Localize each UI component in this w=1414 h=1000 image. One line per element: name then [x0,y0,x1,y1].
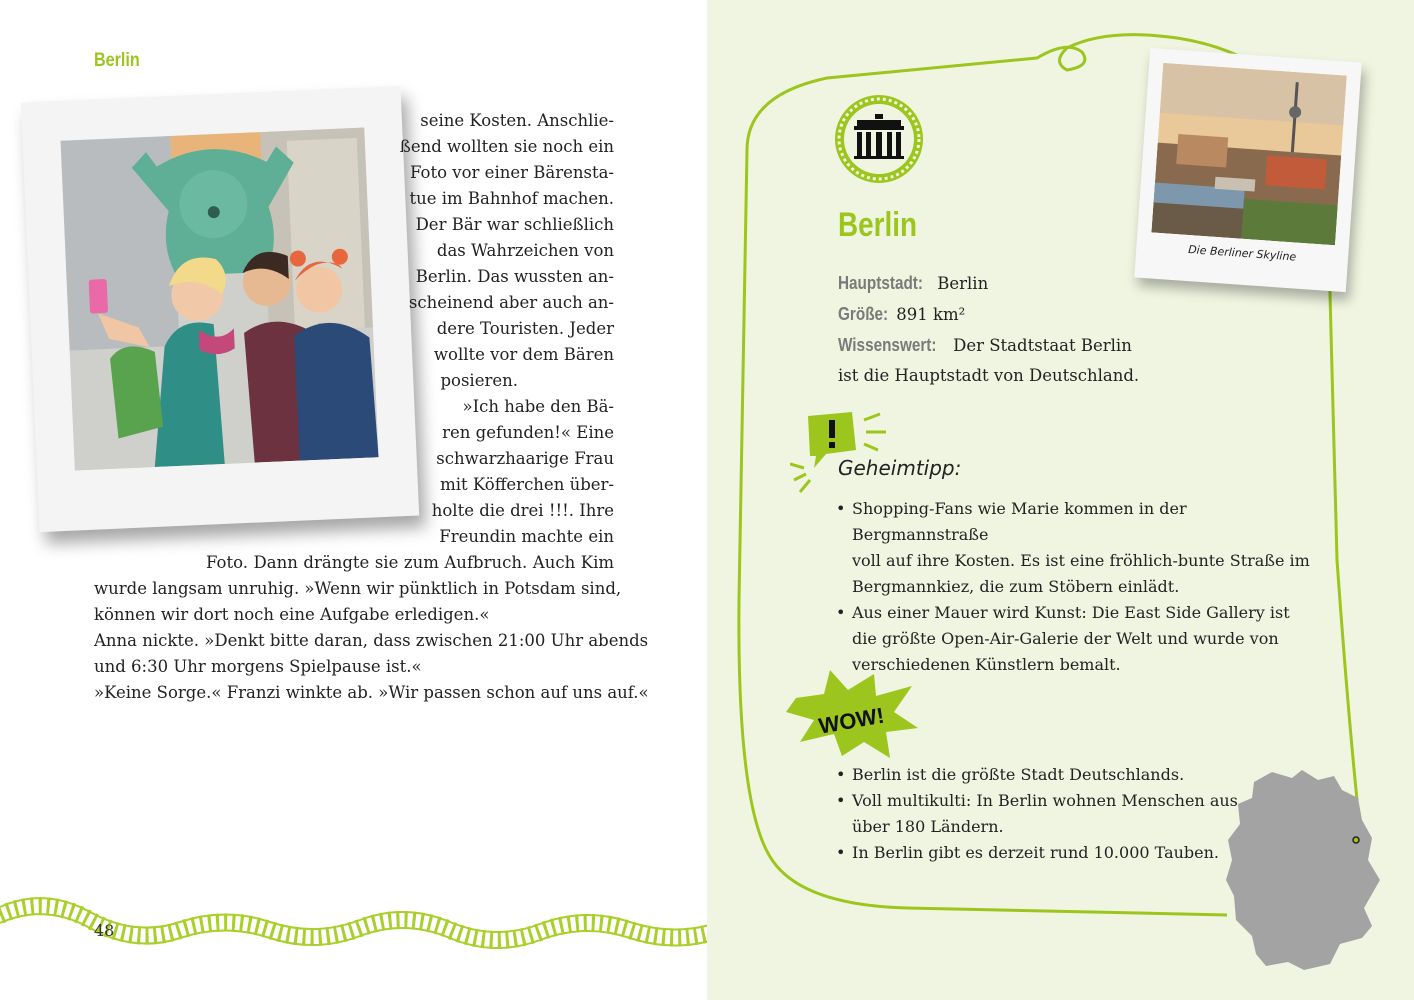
fact-label: Hauptstadt: [838,273,923,293]
wow-burst-icon [786,668,922,760]
list-line: voll auf ihre Kosten. Es ist eine fröhlich-bunte Straße im [852,551,1310,570]
list-line: • Berlin ist die größte Stadt Deutschlands. [852,765,1185,784]
list-line: • Aus einer Mauer wird Kunst: Die East Side Gallery ist [852,603,1290,622]
story-line: ßend wollten sie noch ein [399,137,614,156]
list-line: • Voll multikulti: In Berlin wohnen Menschen aus [852,791,1238,810]
story-line: und 6:30 Uhr morgens Spielpause ist.« [94,657,422,676]
fact-size [838,299,1158,330]
fact-value: Berlin [937,274,989,293]
story-line: seine Kosten. Anschlie- [420,111,614,130]
story-line: ren gefunden!« Eine [442,423,614,442]
secret-tip-heading: Geheimtipp: [838,456,962,480]
city-facts [838,268,1158,391]
list-line: • Shopping-Fans wie Marie kommen in der Bergmannstraße [852,499,1187,544]
story-text [94,108,649,706]
fact-label: Wissenswert: [838,335,937,355]
story-line: Anna nickte. »Denkt bitte daran, dass zwischen 21:00 Uhr abends [94,631,649,650]
story-line: holte die drei !!!. Ihre [431,501,614,520]
secret-tip-list [836,496,1316,678]
page-number: 48 [94,921,115,940]
germany-map-icon [1222,768,1392,978]
fact-info-continued: ist die Hauptstadt von Deutschland. [838,366,1140,385]
story-line: tue im Bahnhof machen. [409,189,614,208]
story-line: Freundin machte ein [439,527,614,546]
wow-label: WOW! [816,702,887,739]
story-line: Foto vor einer Bärensta- [410,163,614,182]
story-line: Berlin. Das wussten an- [415,267,614,286]
story-line: können wir dort noch eine Aufgabe erledigen.« [94,605,490,624]
story-line: scheinend aber auch an- [408,293,614,312]
city-title: Berlin [838,206,918,244]
story-line: mit Köfferchen über- [440,475,614,494]
story-line: wurde langsam unruhig. »Wenn wir pünktlich in Potsdam sind, [94,579,622,598]
list-line: verschiedenen Künstlern bemalt. [852,655,1121,674]
fact-value: Der Stadtstaat Berlin [953,336,1132,355]
list-line: Bergmannkiez, die zum Stöbern einlädt. [852,577,1180,596]
fact-label: Größe: [838,304,889,324]
story-line: das Wahrzeichen von [436,241,614,260]
list-line: die größte Open-Air-Galerie der Welt und wurde von [852,629,1279,648]
berlin-skyline-photo [1151,63,1346,245]
story-line: »Ich habe den Bä- [462,397,614,416]
photo-caption: Die Berliner Skyline [1187,243,1297,264]
skyline-polaroid [1134,48,1362,292]
brandenburg-gate-icon [832,92,926,186]
list-line: • In Berlin gibt es derzeit rund 10.000 Tauben. [852,843,1220,862]
exclamation-icon [790,408,900,498]
story-line: posieren. [440,371,518,390]
story-line: »Keine Sorge.« Franzi winkte ab. »Wir passen schon auf uns auf.« [94,683,649,702]
list-line: über 180 Ländern. [852,817,1004,836]
story-line: wollte vor dem Bären [433,345,614,364]
fact-capital [838,268,1158,299]
running-head: Berlin [94,50,140,71]
story-line: schwarzhaarige Frau [436,449,614,468]
railway-track-decoration [0,890,707,1000]
right-page [707,0,1414,1000]
story-line: dere Touristen. Jeder [436,319,614,338]
list-item [836,600,1316,678]
list-item [836,496,1316,600]
story-line: Foto. Dann drängte sie zum Aufbruch. Auch Kim [206,553,614,572]
fact-value: 891 km² [896,305,966,324]
story-line: Der Bär war schließlich [415,215,614,234]
fact-info [838,330,1158,361]
